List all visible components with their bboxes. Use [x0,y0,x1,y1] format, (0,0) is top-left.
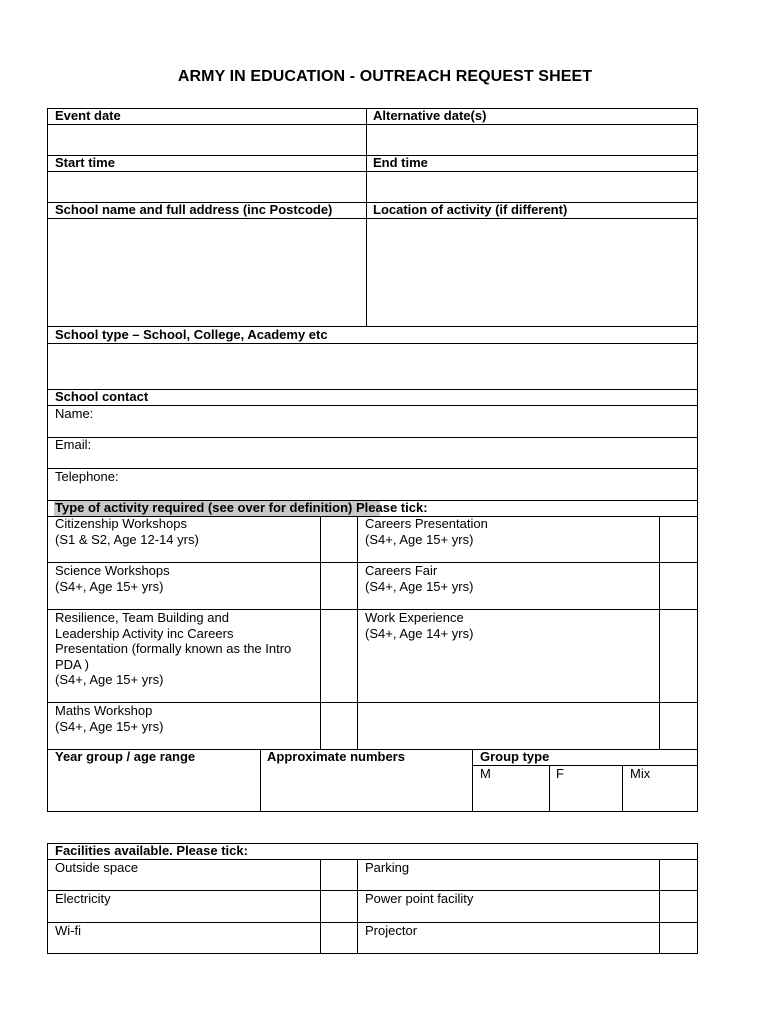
activity-resilience-line2: Leadership Activity inc Careers [55,625,234,641]
activity-resilience-line3: Presentation (formally known as the Intro [55,641,292,656]
group-type-m: M [480,766,491,781]
facilities-header: Facilities available. Please tick: [55,843,248,858]
tick-box-electricity[interactable] [321,891,357,922]
activity-citizenship [55,516,199,547]
contact-email-label: Email: [55,437,92,452]
alternative-dates-label: Alternative date(s) [373,108,487,123]
alternative-dates-field[interactable] [367,125,697,155]
contact-telephone-field[interactable] [130,469,697,500]
year-group-field[interactable] [48,766,260,811]
facility-wifi: Wi-fi [55,923,81,938]
tick-box-citizenship[interactable] [321,517,357,562]
activity-header [55,500,428,516]
event-date-label: Event date [55,108,121,123]
tick-box-wifi[interactable] [321,923,357,953]
group-mix-field[interactable] [623,782,697,811]
activity-resilience-line1: Resilience, Team Building and [55,610,229,625]
activity-maths [55,703,163,734]
contact-telephone-label: Telephone: [55,469,119,484]
tick-box-outside-space[interactable] [321,860,357,890]
contact-name-label: Name: [55,406,94,421]
group-type-label: Group type [480,749,550,764]
activity-header-text: Type of activity required (see over for definition) [55,500,353,515]
tick-box-science[interactable] [321,563,357,609]
activity-citizenship-age: (S1 & S2, Age 12-14 yrs) [55,531,199,547]
year-group-label: Year group / age range [55,749,196,764]
tick-box-work-experience[interactable] [660,610,697,702]
please-tick-text: Please tick: [352,500,428,515]
tick-box-parking[interactable] [660,860,697,890]
facility-outside-space: Outside space [55,860,139,875]
contact-email-field[interactable] [100,438,697,468]
activity-careers-fair-age: (S4+, Age 15+ yrs) [365,578,474,594]
facility-electricity: Electricity [55,891,111,906]
approx-numbers-field[interactable] [261,766,472,811]
start-time-field[interactable] [48,172,366,202]
contact-name-field[interactable] [100,406,697,437]
group-type-mix: Mix [630,766,651,781]
activity-resilience-line4: PDA ) [55,656,89,672]
end-time-label: End time [373,155,428,170]
location-activity-label: Location of activity (if different) [373,202,568,217]
activity-science-age: (S4+, Age 15+ yrs) [55,578,164,594]
start-time-label: Start time [55,155,115,170]
group-type-f: F [556,766,564,781]
activity-maths-age: (S4+, Age 15+ yrs) [55,718,164,734]
activity-careers-presentation-title: Careers Presentation [365,516,488,531]
school-type-field[interactable] [48,344,697,389]
event-date-field[interactable] [48,125,366,155]
tick-box-power-point[interactable] [660,891,697,922]
group-m-field[interactable] [473,782,549,811]
activity-careers-presentation-age: (S4+, Age 15+ yrs) [365,531,474,547]
tick-box-resilience[interactable] [321,610,357,702]
facility-power-point: Power point facility [365,891,474,906]
facility-parking: Parking [365,860,410,875]
activity-careers-fair-title: Careers Fair [365,563,438,578]
approx-numbers-label: Approximate numbers [267,749,405,764]
group-f-field[interactable] [550,782,622,811]
activity-work-experience-age: (S4+, Age 14+ yrs) [365,625,474,641]
tick-box-projector[interactable] [660,923,697,953]
end-time-field[interactable] [367,172,697,202]
page-title: ARMY IN EDUCATION - OUTREACH REQUEST SHEET [177,68,593,85]
activity-resilience [55,610,291,688]
activity-careers-presentation [365,516,488,547]
activity-careers-fair [365,563,473,594]
activity-resilience-age: (S4+, Age 15+ yrs) [55,672,164,687]
school-address-label: School name and full address (inc Postcode) [55,202,333,217]
activity-work-experience-title: Work Experience [365,610,464,625]
school-address-field[interactable] [48,219,366,326]
activity-maths-title: Maths Workshop [55,703,153,718]
tick-box-maths[interactable] [321,703,357,749]
tick-box-careers-presentation[interactable] [660,517,697,562]
location-activity-field[interactable] [367,219,697,326]
school-type-label: School type – School, College, Academy etc [55,327,328,342]
activity-science-title: Science Workshops [55,563,170,578]
school-contact-label: School contact [55,389,149,404]
activity-citizenship-title: Citizenship Workshops [55,516,187,531]
facility-projector: Projector [365,923,418,938]
activity-work-experience [365,610,473,641]
activity-science [55,563,170,594]
tick-box-careers-fair[interactable] [660,563,697,609]
